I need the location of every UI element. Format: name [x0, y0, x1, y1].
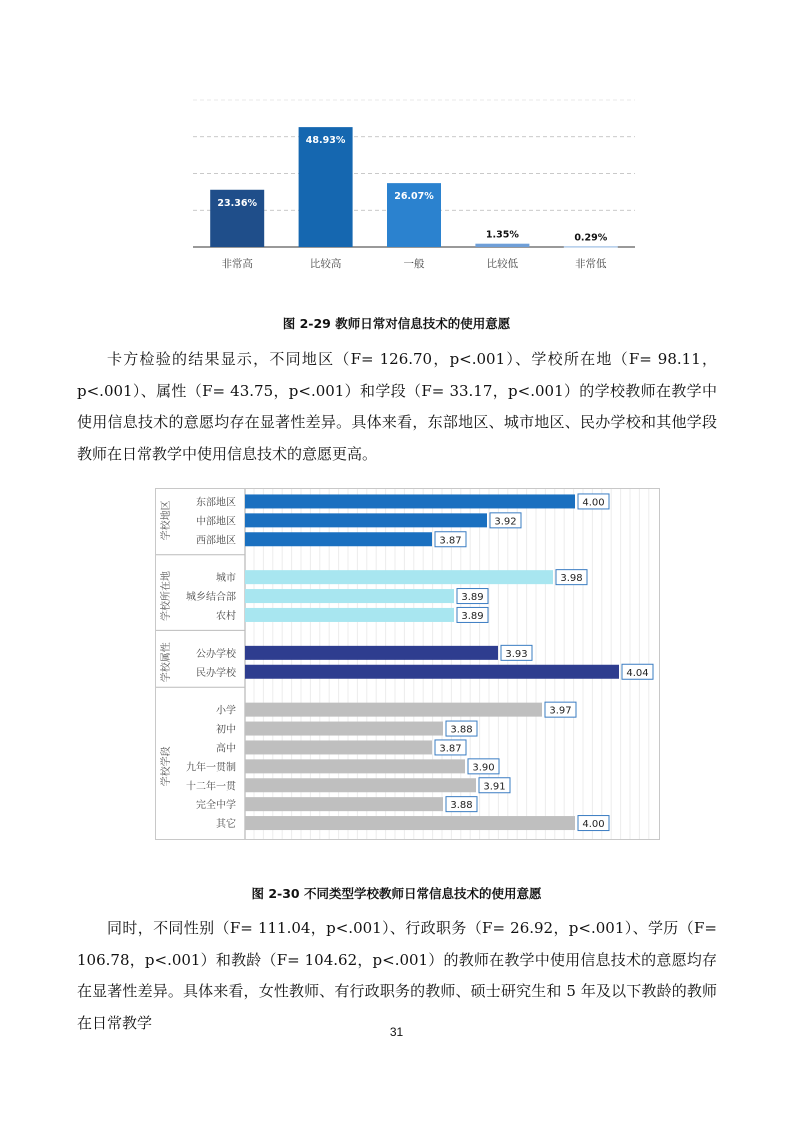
bar [245, 494, 575, 508]
category-label: 初中 [216, 724, 236, 736]
bar [245, 740, 432, 754]
bar [475, 244, 529, 247]
bar [245, 778, 476, 792]
category-label: 城市 [216, 573, 236, 585]
data-label: 3.88 [450, 724, 473, 736]
paragraph-1 [77, 344, 717, 470]
category-label: 一般 [403, 258, 425, 270]
bar [245, 722, 443, 736]
bar [245, 589, 454, 603]
data-label: 3.89 [461, 592, 484, 604]
data-label: 4.00 [582, 819, 605, 831]
data-label: 3.90 [472, 762, 495, 774]
category-label: 比较高 [309, 258, 342, 270]
category-label: 九年一贯制 [186, 762, 236, 774]
bar [245, 646, 498, 660]
category-label: 东部地区 [196, 497, 236, 509]
category-label: 非常低 [575, 258, 607, 270]
data-label: 4.04 [626, 667, 649, 679]
group-label: 学校学段 [161, 746, 172, 787]
figure-caption-2-30: 图 2-30 不同类型学校教师日常信息技术的使用意愿 [251, 886, 542, 901]
paragraph-2 [77, 913, 717, 1039]
bar [245, 797, 443, 811]
bar [245, 759, 465, 773]
data-label: 0.29% [574, 232, 608, 244]
group-label: 学校所在地 [161, 571, 172, 622]
category-label: 其它 [216, 819, 236, 831]
category-label: 非常高 [221, 258, 253, 270]
paragraph-2-text: 同时，不同性别（F= 111.04，p<.001）、行政职务（F= 26.92，p<.001）、学历（F= 106.78，p<.001）和教龄（F= 104.62，p<.001）的教师在教学中使用信息技术的意愿均存在显著性差异。具体来看，女性教师、有行政职务的教师、硕士研究生和 5 年及以下教龄的教师在日常教学 [77, 919, 717, 1032]
data-label: 1.35% [485, 229, 519, 241]
bar [245, 703, 542, 717]
category-label: 公办学校 [196, 648, 236, 660]
bar [564, 246, 618, 247]
category-label: 小学 [216, 705, 236, 717]
page-number: 31 [389, 1025, 404, 1039]
category-label: 民办学校 [196, 667, 236, 679]
vertical-bar-chart [190, 95, 650, 275]
data-label: 3.98 [560, 573, 583, 585]
bar [245, 816, 575, 830]
figure-caption-2-29: 图 2-29 教师日常对信息技术的使用意愿 [282, 316, 511, 331]
paragraph-1-text: 卡方检验的结果显示，不同地区（F= 126.70，p<.001）、学校所在地（F= 98.11，p<.001）、属性（F= 43.75，p<.001）和学段（F= 33.17，p<.001）的学校教师在教学中使用信息技术的意愿均存在显著性差异。具体来看，东部地区、城市地区、民办学校和其他学段教师在日常教学中使用信息技术的意愿更高。 [77, 350, 717, 463]
data-label: 23.36% [217, 197, 257, 209]
data-label: 3.93 [505, 648, 528, 660]
data-label: 26.07% [394, 191, 434, 203]
data-label: 3.88 [450, 800, 473, 812]
category-label: 农村 [216, 610, 236, 622]
data-label: 48.93% [305, 135, 346, 147]
category-label: 比较低 [486, 258, 519, 270]
horizontal-bar-chart [155, 488, 660, 840]
data-label: 3.92 [494, 516, 517, 528]
category-label: 完全中学 [196, 800, 236, 812]
category-label: 西部地区 [196, 535, 236, 547]
data-label: 3.87 [439, 743, 462, 755]
bar [245, 570, 553, 584]
category-label: 十二年一贯 [186, 781, 236, 793]
data-label: 4.00 [582, 497, 605, 509]
bar [245, 513, 487, 527]
bar [245, 665, 619, 679]
data-label: 3.97 [549, 705, 572, 717]
data-label: 3.87 [439, 535, 462, 547]
data-label: 3.91 [483, 781, 506, 793]
group-label: 学校地区 [161, 500, 172, 541]
bar [245, 608, 454, 622]
category-label: 中部地区 [196, 516, 236, 528]
category-label: 城乡结合部 [186, 592, 236, 604]
group-label: 学校属性 [161, 642, 172, 683]
bar [245, 532, 432, 546]
data-label: 3.89 [461, 610, 484, 622]
category-label: 高中 [216, 743, 236, 755]
